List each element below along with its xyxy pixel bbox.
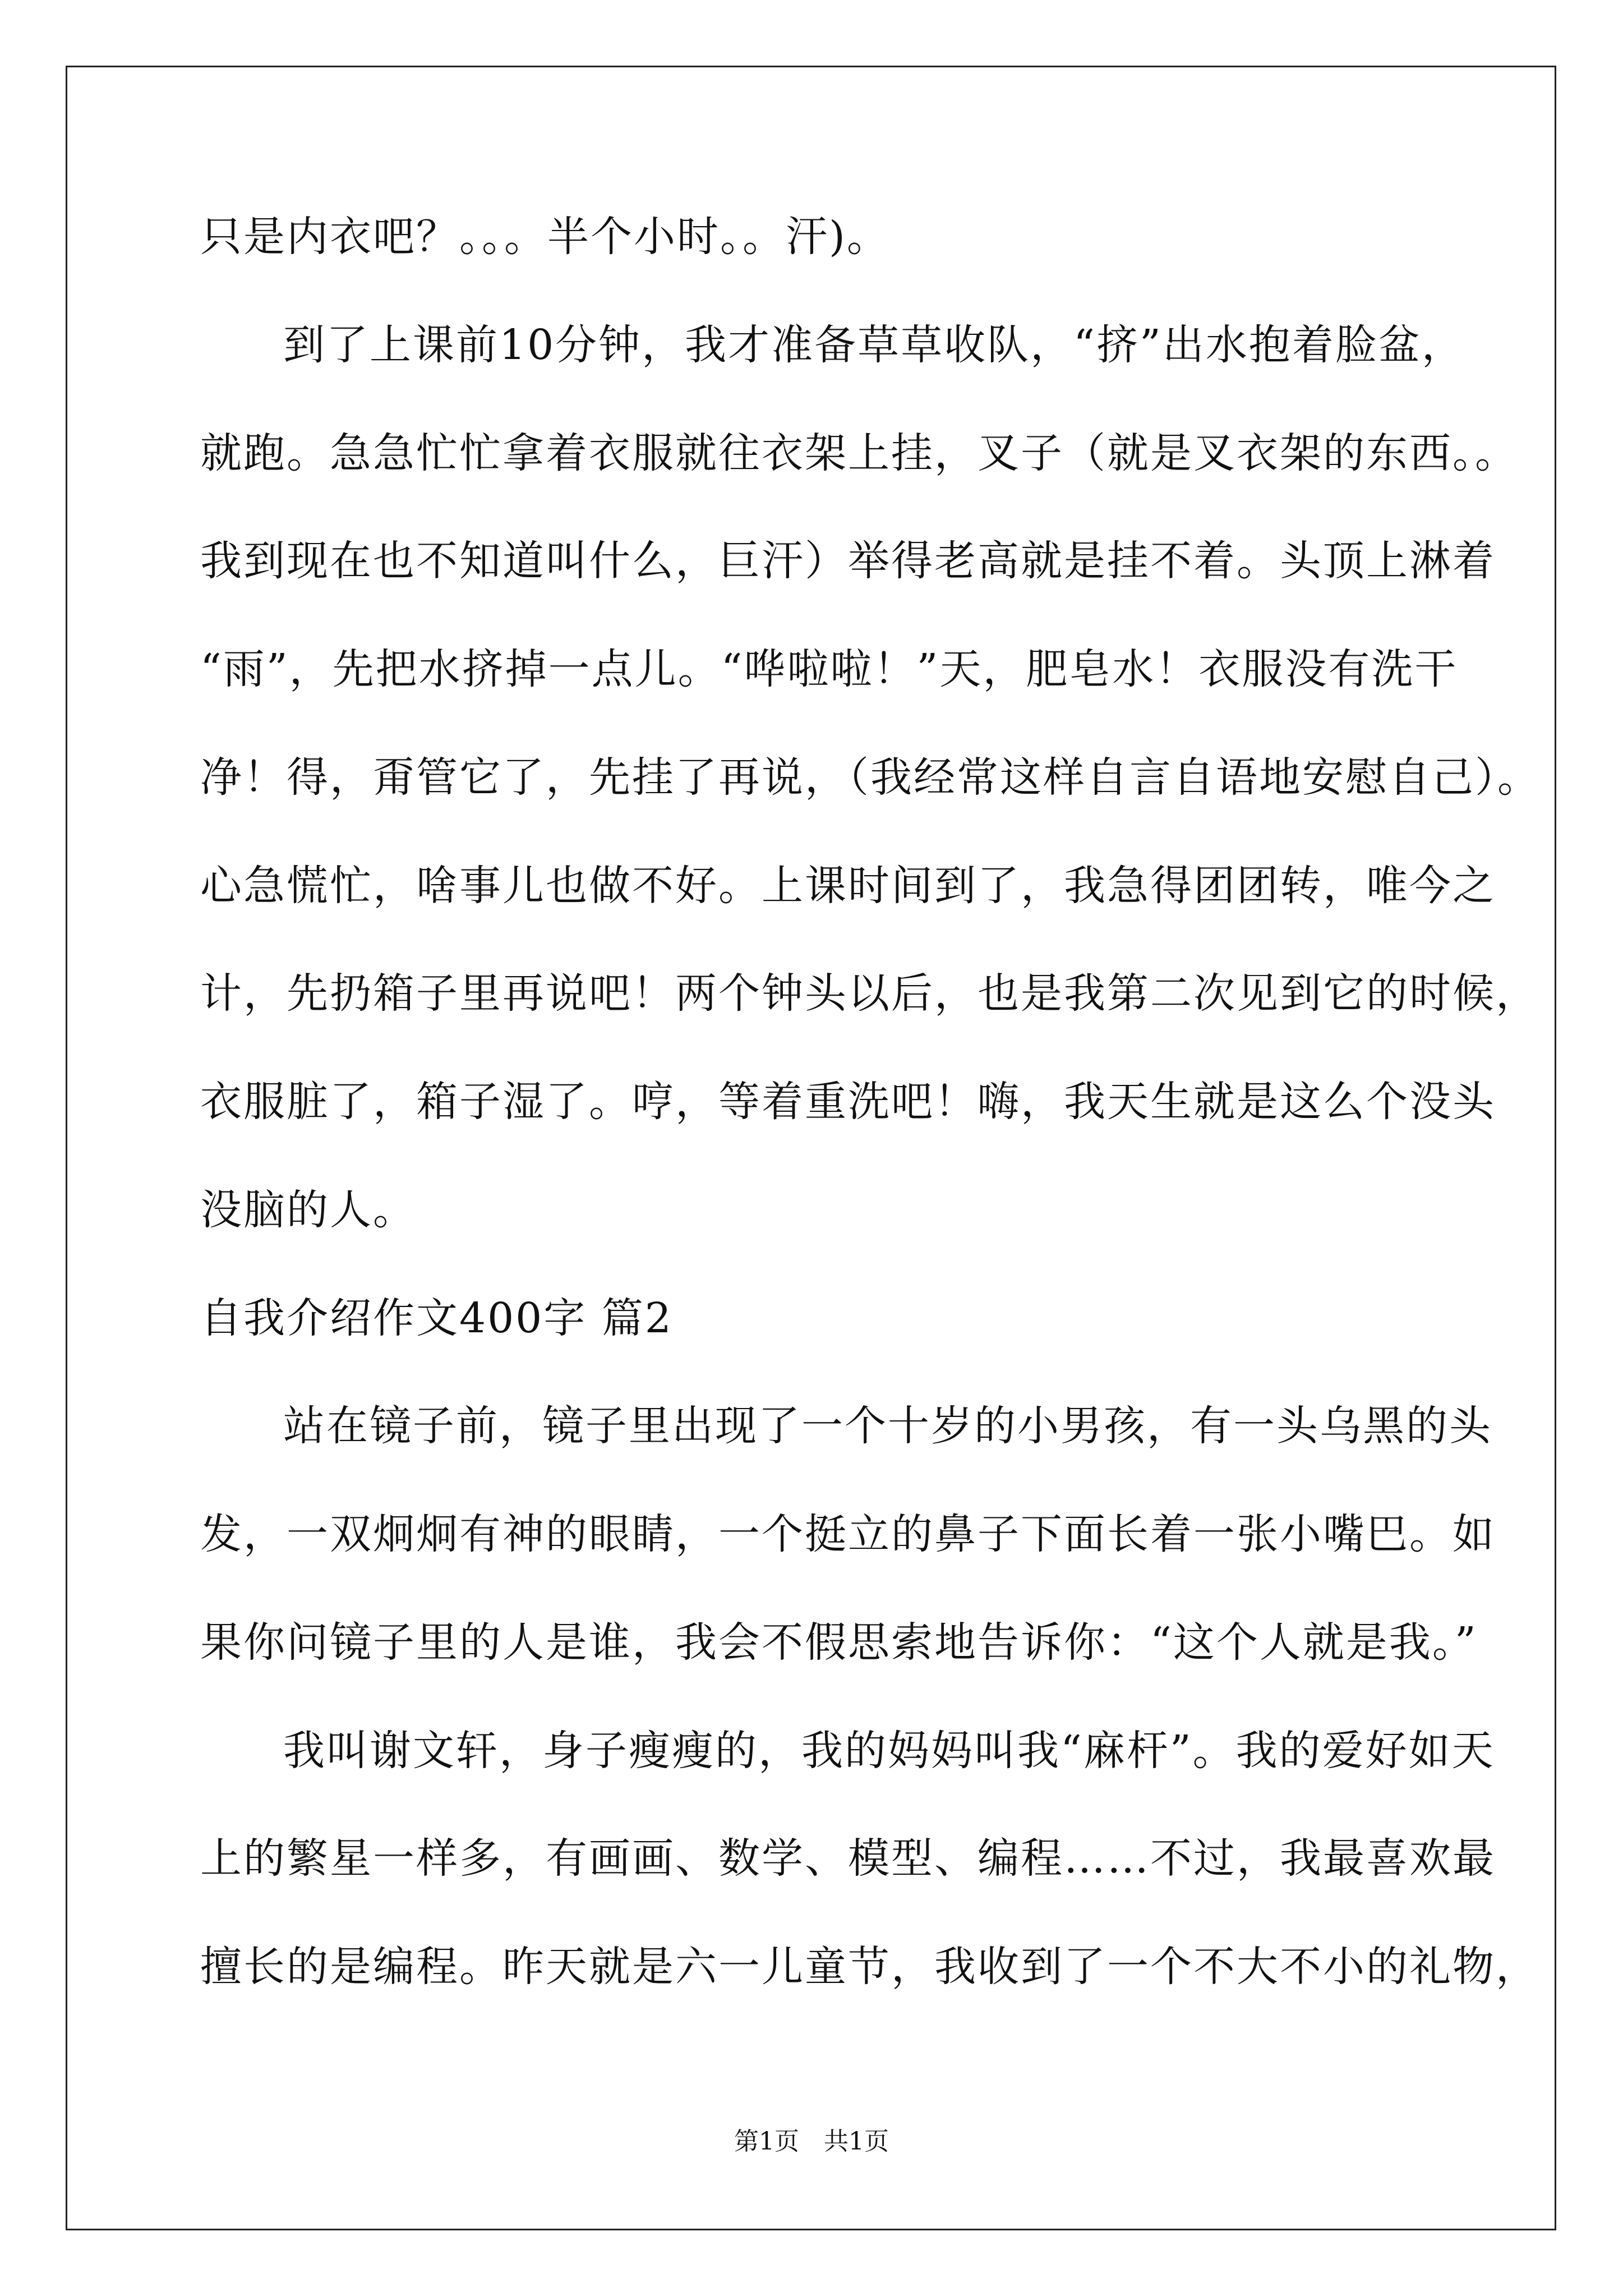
text-line: 就跑。急急忙忙拿着衣服就往衣架上挂，叉子（就是叉衣架的东西。。 (200, 429, 1518, 477)
paragraph-first-line: 到了上课前10分钟，我才准备草草收队，“挤”出水抱着脸盆， (283, 321, 1465, 369)
text-line: 擅长的是编程。昨天就是六一儿童节，我收到了一个不大不小的礼物， (200, 1943, 1539, 1991)
text-line: 我到现在也不知道叫什么，巨汗）举得老高就是挂不着。头顶上淋着 (200, 537, 1496, 585)
text-line: 果你问镜子里的人是谁，我会不假思索地告诉你：“这个人就是我。” (200, 1618, 1478, 1667)
text-line: “雨”，先把水挤掉一点儿。“哗啦啦！”天，肥皂水！衣服没有洗干 (200, 645, 1458, 693)
text-line: 没脑的人。 (200, 1186, 416, 1234)
text-line: 计，先扔箱子里再说吧！两个钟头以后，也是我第二次见到它的时候， (200, 969, 1539, 1018)
text-line: 净！得，甭管它了，先挂了再说，（我经常这样自言自语地安慰自己）。 (200, 753, 1541, 802)
section-heading: 自我介绍作文400字 篇2 (200, 1294, 673, 1342)
text-line: 衣服脏了，箱子湿了。哼，等着重洗吧！嗨，我天生就是这么个没头 (200, 1078, 1496, 1126)
text-line: 心急慌忙，啥事儿也做不好。上课时间到了，我急得团团转，唯今之 (200, 862, 1496, 910)
text-line: 上的繁星一样多，有画画、数学、模型、编程……不过，我最喜欢最 (200, 1834, 1496, 1883)
page-footer: 第1页 共1页 (734, 2127, 889, 2156)
text-line: 发，一双炯炯有神的眼睛，一个挺立的鼻子下面长着一张小嘴巴。如 (200, 1510, 1496, 1558)
paragraph-first-line: 站在镜子前，镜子里出现了一个十岁的小男孩，有一头乌黑的头 (283, 1402, 1492, 1450)
paragraph-first-line: 我叫谢文轩，身子瘦瘦的，我的妈妈叫我“麻杆”。我的爱好如天 (283, 1727, 1495, 1775)
page-border (66, 66, 1556, 2230)
text-line: 只是内衣吧？。。。半个小时。。汗)。 (200, 213, 890, 261)
